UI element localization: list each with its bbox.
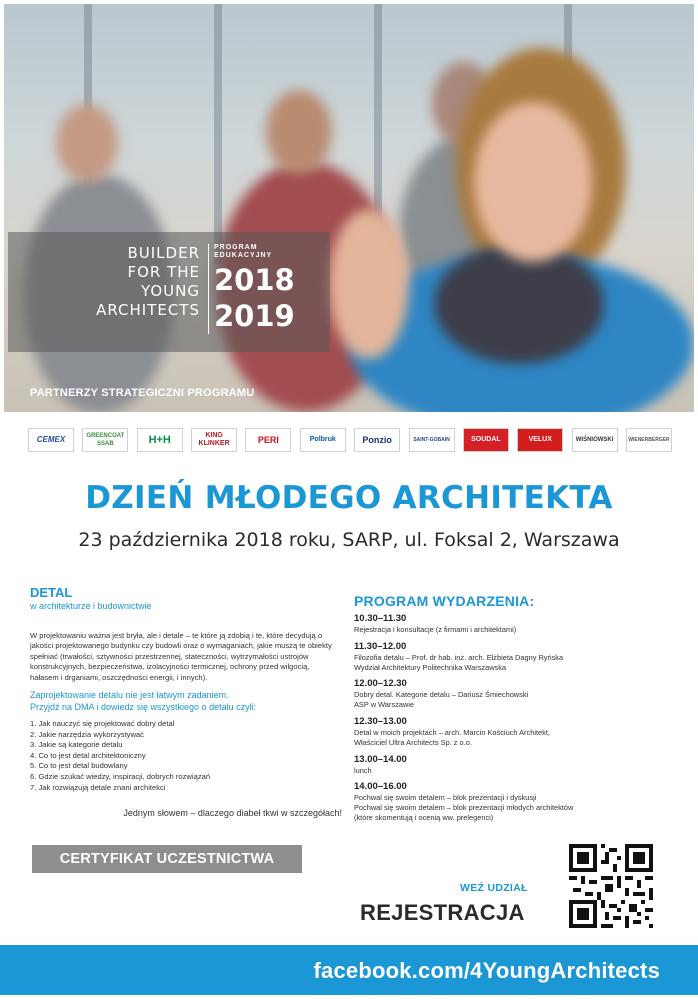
sponsor-logo: Ponzio xyxy=(354,428,400,452)
list-item: 5. Co to jest detal budowlany xyxy=(30,761,128,771)
logo-divider xyxy=(208,244,209,334)
registration-link[interactable]: REJESTRACJA xyxy=(360,900,525,925)
event-date-location: 23 października 2018 roku, SARP, ul. Foksal 2, Warszawa xyxy=(78,529,620,551)
sponsor-logo: Polbruk xyxy=(300,428,346,452)
detal-heading: DETAL xyxy=(30,585,73,600)
detal-lead: Zaprojektowanie detalu nie jest łatwym zadaniem. Przyjdź na DMA i dowiedz się wszystkiego o detalu czyli: xyxy=(30,690,257,712)
schedule-item xyxy=(354,641,674,673)
sponsor-logo: PERI xyxy=(245,428,291,452)
facebook-link[interactable]: facebook.com/4YoungArchitects xyxy=(313,958,660,983)
sponsor-logo: WIŚNIOWSKI xyxy=(572,428,618,452)
schedule-time: 10.30–11.30 xyxy=(354,613,407,624)
schedule-description: Pochwal się swoim detalem – blok prezentacji i dyskusji Pochwal się swoim detalem – blok prezentacji młodych architektów (które skomentują i ocenią ww. prelegenci) xyxy=(354,793,574,822)
schedule-description: lunch xyxy=(354,765,372,775)
detal-subheading: w architekturze i budownictwie xyxy=(30,601,152,611)
program-logo xyxy=(8,232,330,352)
sponsor-logo: KING KLINKER xyxy=(191,428,237,452)
year-2018: 2018 xyxy=(214,263,295,297)
schedule-time: 13.00–14.00 xyxy=(354,753,407,765)
sponsor-strip xyxy=(28,428,672,452)
list-item: 6. Gdzie szukać wiedzy, inspiracji, dobrych rozwiązań xyxy=(30,771,211,781)
background-person-head xyxy=(266,90,332,174)
schedule-item xyxy=(354,678,674,710)
logo-years: PROGRAM EDUKACYJNY 2018 2019 xyxy=(214,244,295,333)
window-frame xyxy=(214,4,222,264)
sponsor-logo: SAINT-GOBAIN xyxy=(409,428,455,452)
schedule-time: 14.00–16.00 xyxy=(354,781,407,793)
thumbs-up-hand xyxy=(329,209,409,359)
schedule-description: Detal w moich projektach – arch. Marcin Kościuch Architekt, Właściciel Ultra Architects Sp. z o.o. xyxy=(354,727,550,747)
schedule-time: 11.30–12.00 xyxy=(354,640,407,652)
hero-photo xyxy=(4,4,694,412)
sponsor-logo: H+H xyxy=(137,428,183,452)
program-heading: PROGRAM WYDARZENIA: xyxy=(354,593,535,609)
schedule-item xyxy=(354,754,674,776)
footer-bar xyxy=(0,945,698,995)
registration-qr-code[interactable] xyxy=(569,844,653,928)
logo-wordmark: BUILDER FOR THE YOUNG ARCHITECTS xyxy=(96,244,200,319)
background-person-head xyxy=(56,104,118,182)
schedule-item xyxy=(354,781,674,822)
schedule-item xyxy=(354,613,674,635)
schedule-description: Filozofia detalu – Prof. dr hab. inż. arch. Elżbieta Dagny Ryńska Wydział Architektury Politechnika Warszawska xyxy=(354,652,564,672)
woman-scarf xyxy=(434,244,604,364)
schedule-description: Dobry detal. Kategorie detalu – Dariusz Śmiechowski ASP w Warszawie xyxy=(354,690,529,710)
list-item: 2. Jakie narzędzia wykorzystywać xyxy=(30,729,144,739)
event-title: DZIEŃ MŁODEGO ARCHITEKTA xyxy=(85,480,613,516)
partners-label: PARTNERZY STRATEGICZNI PROGRAMU xyxy=(30,387,255,399)
schedule-description: Rejestracja i konsultacje (z firmami i architektami) xyxy=(354,625,517,634)
sponsor-logo: CEMEX xyxy=(28,428,74,452)
list-item: 7. Jak rozwiązują detale znani architekci xyxy=(30,782,166,792)
schedule-item xyxy=(354,716,674,748)
sponsor-logo: GREENCOAT SSAB xyxy=(82,428,128,452)
woman-face xyxy=(474,102,592,262)
list-item: 1. Jak nauczyć się projektować dobry detal xyxy=(30,719,175,728)
program-schedule xyxy=(354,613,674,829)
sponsor-logo: SOUDAL xyxy=(463,428,509,452)
detal-topics-list xyxy=(30,719,338,793)
list-item: 4. Co to jest detal architektoniczny xyxy=(30,750,146,760)
list-item: 3. Jakie są kategorie detalu xyxy=(30,740,123,750)
certificate-banner: CERTYFIKAT UCZESTNICTWA xyxy=(32,845,302,873)
schedule-time: 12.00–12.30 xyxy=(354,678,407,690)
year-2019: 2019 xyxy=(214,299,295,333)
take-part-label: WEŹ UDZIAŁ xyxy=(460,882,528,894)
sponsor-logo: WIENERBERGER xyxy=(626,428,672,452)
detal-closing: Jednym słowem – dlaczego diabeł tkwi w szczegółach! xyxy=(123,808,342,818)
sponsor-logo: VELUX xyxy=(517,428,563,452)
detal-description: W projektowaniu ważna jest bryła, ale i detale – te które ją zdobią i te, które decydują o jakości projektowanego budynku czy budowli oraz o wymaganiach, jakie muszą te obiekty spełniać (trwałości, sztywności przestrzennej, stateczności, wytrzymałości ustrojów konstrukcyjnych, bezpieczeństwa, izolacyjności termicznej, ochrony przed wilgocią, hałasem i drganiami, oszczędności energii, i innych). xyxy=(30,631,332,682)
schedule-time: 12.30–13.00 xyxy=(354,715,407,727)
